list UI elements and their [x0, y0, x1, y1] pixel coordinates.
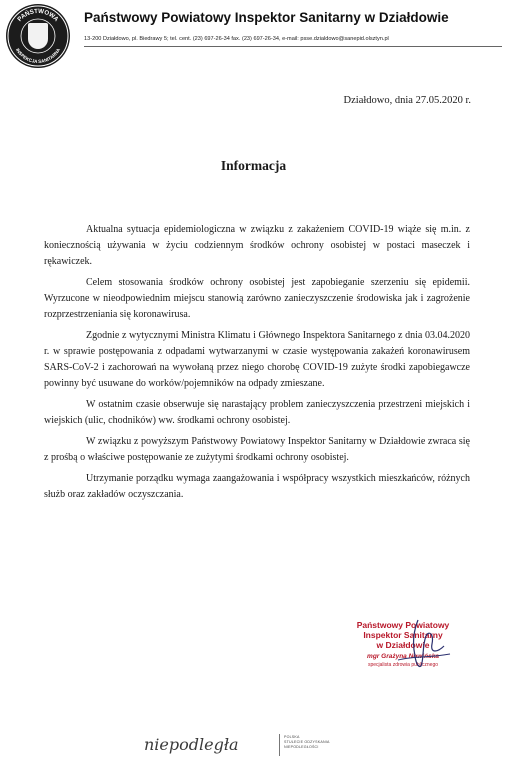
footer-org-line: NIEPODLEGŁOŚCI	[284, 745, 319, 749]
body-paragraph: W ostatnim czasie obserwuje się narastający problem zanieczyszczenia przestrzeni miejskich i wiejskich (ulic, chodników) ww. środkami ochrony osobistej.	[44, 399, 470, 426]
institution-address: 13-200 Działdowo, pl. Biedrawy 5; tel. cent. (23) 697-26-34 fax. (23) 697-26-34, e-mail: psse.dzialdowo@sanepid.olsztyn.pl	[84, 36, 389, 42]
stamp-signer-name: mgr Grażyna Nowińska	[367, 653, 439, 660]
emblem-text-top: PAŃSTWOWA	[16, 7, 60, 24]
header-divider	[84, 46, 502, 47]
footer-org-line: POLSKA	[284, 735, 300, 739]
eagle-icon	[28, 23, 48, 49]
stamp-line-1: Państwowy Powiatowy	[356, 620, 450, 630]
footer-centenary-label	[284, 735, 330, 750]
body-paragraph: Utrzymanie porządku wymaga zaangażowania i współpracy wszystkich mieszkańców, różnych służb oraz zakładów oczyszczania.	[44, 473, 470, 500]
document-title: Informacja	[220, 158, 287, 173]
letter-date: Działdowo, dnia 27.05.2020 r.	[343, 95, 471, 106]
institution-name: Państwowy Powiatowy Inspektor Sanitarny w Działdowie	[84, 10, 449, 25]
footer-divider	[279, 734, 280, 756]
footer-logo-text: niepodległa	[144, 735, 239, 754]
footer-org-line: STULECIE ODZYSKANIA	[284, 740, 330, 744]
letter-body	[44, 222, 470, 508]
stamp-line-2: Inspektor Sanitarny	[363, 630, 443, 640]
handwritten-signature	[388, 616, 458, 672]
body-paragraph: W związku z powyższym Państwowy Powiatowy Inspektor Sanitarny w Działdowie zwraca się z prośbą o właściwe postępowanie ze zużytymi środkami ochrony osobistej.	[44, 436, 470, 463]
stamp-line-3: w Działdowie	[376, 640, 430, 650]
body-paragraph: Aktualna sytuacja epidemiologiczna w związku z zakażeniem COVID-19 wiąże się m.in. z koniecznością używania w życiu codziennym środków ochrony osobistej w postaci maseczek i rękawiczek.	[44, 224, 470, 267]
niepodlegla-logo	[142, 730, 274, 760]
body-paragraph: Celem stosowania środków ochrony osobistej jest zapobieganie szerzeniu się epidemii. Wyrzucone w nieodpowiednim miejscu stanowią zarówno zanieczyszczenie środowiska jak i zagrożenie rozprzestrzeniania się koronawirusa.	[44, 277, 470, 320]
emblem-text-bottom: INSPEKCJA SANITARNA	[14, 47, 62, 65]
body-paragraph: Zgodnie z wytycznymi Ministra Klimatu i Głównego Inspektora Sanitarnego z dnia 03.04.2020 r. w sprawie postępowania z odpadami wytwarzanymi w czasie występowania zakażeń koronawirusem SARS-CoV-2 i zachorowań na wywołaną przez niego chorobę COVID-19 zużyte środki zapobiegawcze powinny być usuwane do worków/pojemników na odpady zmieszane.	[44, 330, 470, 389]
sanitary-inspection-emblem	[6, 4, 70, 68]
stamp-signer-role: specjalista zdrowia publicznego	[367, 662, 439, 668]
